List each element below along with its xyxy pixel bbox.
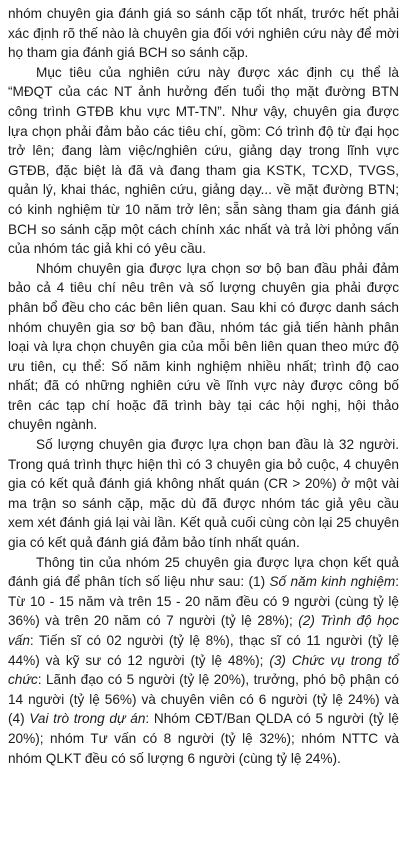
expert-info-heading-position: (3) Chức vụ trong tổ chức <box>8 652 399 688</box>
paragraph-expert-information <box>8 553 399 769</box>
paragraph-expert-selection: Nhóm chuyên gia được lựa chọn sơ bộ ban đầu phải đảm bảo cả 4 tiêu chí nêu trên và số lượng chuyên gia phải được phân bổ đều cho các bên liên quan. Sau khi có được danh sách nhóm chuyên gia sơ bộ ban đầu, nhóm tác giả tiến hành phân loại và lựa chọn chuyên gia của mỗi bên liên quan theo mức độ ưu tiên, cụ thể: Số năm kinh nghiệm nhiều nhất; trình độ cao nhất; đã có những nghiên cứu về lĩnh vực này được công bố trên các tạp chí hoặc đã trình bày tại các hội nghị, hội thảo chuyên ngành. <box>8 260 399 433</box>
expert-info-text-3: : Tiến sĩ có 02 người (tỷ lệ 8%), thạc sĩ có 11 người (tỷ lệ 44%) và kỹ sư có 12 người (tỷ lệ 48%); <box>8 633 399 668</box>
expert-info-text-4: : Lãnh đạo có 5 người (tỷ lệ 20%), trưởng, phó bộ phận có 14 người (tỷ lệ 56%) và chuyên viên có 6 người (tỷ lệ 24%) và (4) <box>8 672 399 727</box>
expert-info-text-1: Thông tin của nhóm 25 chuyên gia được lựa chọn kết quả đánh giá để phân tích số liệu như sau: (1) <box>8 554 399 590</box>
paragraph-expert-count: Số lượng chuyên gia được lựa chọn ban đầu là 32 người. Trong quá trình thực hiện thì có 3 chuyên gia bỏ cuộc, 4 chuyên gia có kết quả đánh giá không nhất quán (CR > 20%) ở một vài ma trận so sánh cặp, mặc dù đã được nhóm tác giả yêu cầu xem xét đánh giá lại vài lần. Kết quả cuối cùng còn lại 25 chuyên gia có kết quả đánh giá đảm bảo tính nhất quán. <box>8 437 399 551</box>
expert-info-text-5: : Nhóm CĐT/Ban QLDA có 5 người (tỷ lệ 20%); nhóm Tư vấn có 8 người (tỷ lệ 32%); nhóm NTTC và nhóm QLKT đều có số lượng 6 người (cùng tỷ lệ 24%). <box>8 711 399 766</box>
paragraph-intro-continuation: nhóm chuyên gia đánh giá so sánh cặp tốt nhất, trước hết phải xác định rõ thế nào là chuyên gia đối với nghiên cứu này để mời họ tham gia đánh giá BCH so sánh cặp. <box>8 6 399 61</box>
expert-info-text-2: : Từ 10 - 15 năm và trên 15 - 20 năm đều có 9 người (cùng tỷ lệ 36%) và trên 20 năm có 7 người (tỷ lệ 28%); <box>8 574 399 629</box>
expert-info-heading-education: (2) Trình độ học vấn <box>8 613 399 648</box>
expert-info-heading-role: Vai trò trong dự án <box>29 711 146 727</box>
expert-info-heading-experience: Số năm kinh nghiệm <box>269 574 396 590</box>
paragraph-objective: Mục tiêu của nghiên cứu này được xác định cụ thể là “MĐQT của các NT ảnh hưởng đến tuổi thọ mặt đường BTN công trình GTĐB khu vực MT-TN”. Như vậy, chuyên gia được lựa chọn phải đảm bảo các tiêu chí, gồm: Có trình độ từ đại học trở lên; đang làm việc/nghiên cứu, giảng dạy trong lĩnh vực GTĐB, đặc biệt là đã và đang tham gia KSTK, TCXD, TVGS, quản lý, khai thác, nghiên cứu, giảng dạy... về mặt đường BTN; có kinh nghiệm từ 10 năm trở lên; sẵn sàng tham gia đánh giá BCH so sánh cặp một cách chính xác nhất và trả lời phỏng vấn của nhóm tác giả khi có yêu cầu. <box>8 64 399 257</box>
